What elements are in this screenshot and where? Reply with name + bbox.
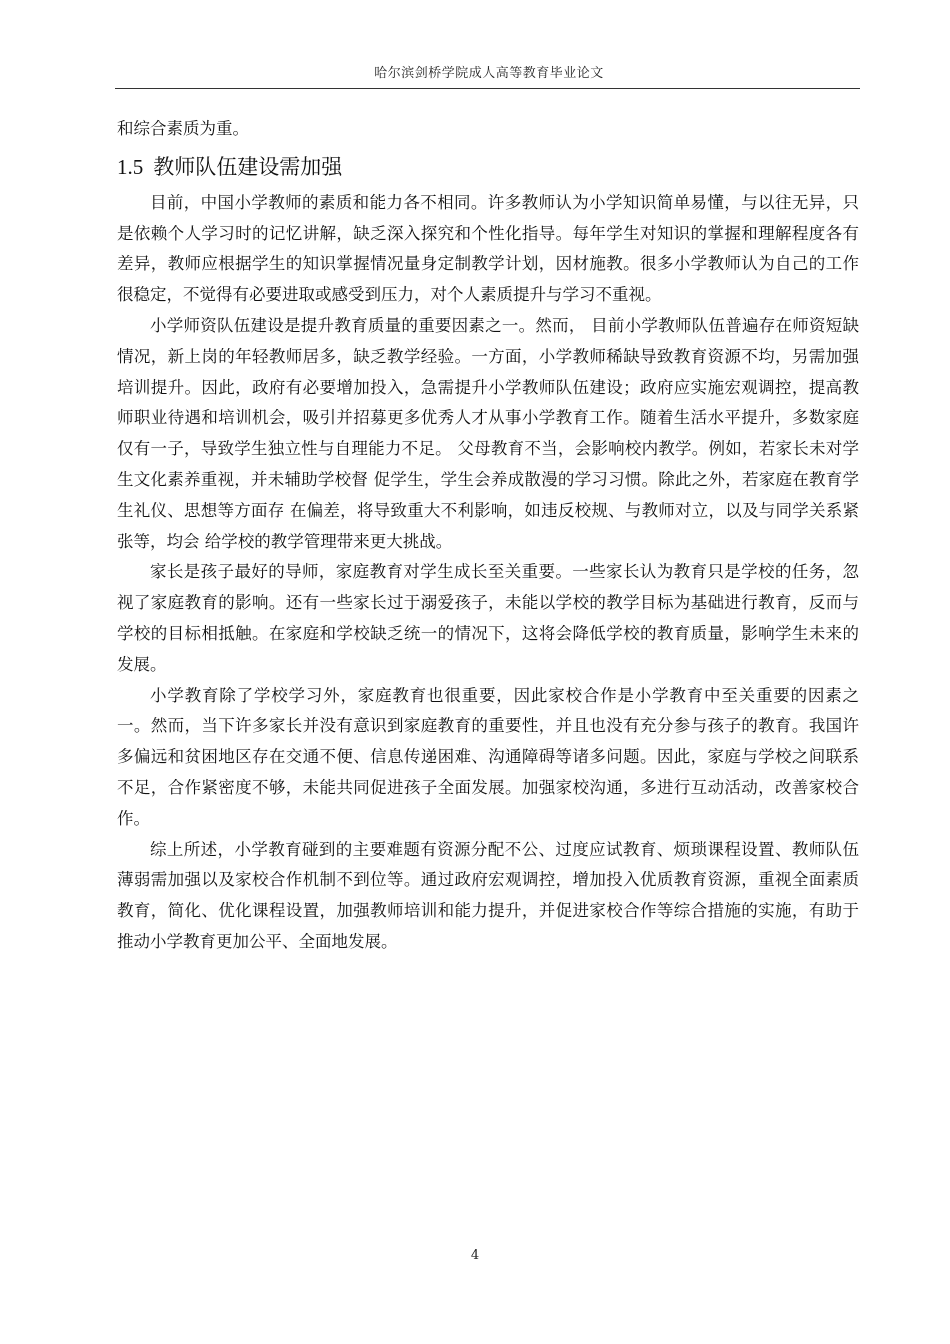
section-heading bbox=[117, 150, 859, 184]
paragraph-1: 目前，中国小学教师的素质和能力各不相同。许多教师认为小学知识简单易懂，与以往无异，只是依赖个人学习时的记忆讲解，缺乏深入探究和个性化指导。每年学生对知识的掌握和理解程度各有差异，教师应根据学生的知识掌握情况量身定制教学计划，因材施教。很多小学教师认为自己的工作很稳定，不觉得有必要进取或感受到压力，对个人素质提升与学习不重视。 bbox=[117, 192, 859, 305]
body-text bbox=[117, 114, 859, 958]
paragraph-4: 小学教育除了学校学习外，家庭教育也很重要，因此家校合作是小学教育中至关重要的因素之一。然而，当下许多家长并没有意识到家庭教育的重要性，并且也没有充分参与孩子的教育。我国许多偏远和贫困地区存在交通不便、信息传递困难、沟通障碍等诸多问题。因此，家庭与学校之间联系不足，合作紧密度不够，未能共同促进孩子全面发展。加强家校沟通，多进行互动活动，改善家校合作。 bbox=[117, 685, 859, 828]
continued-paragraph: 和综合素质为重。 bbox=[117, 119, 249, 138]
header-rule bbox=[115, 88, 860, 89]
section-number: 1.5 bbox=[117, 154, 144, 179]
running-header: 哈尔滨剑桥学院成人高等教育毕业论文 bbox=[374, 66, 604, 81]
section-title: 教师队伍建设需加强 bbox=[153, 154, 343, 179]
paragraph-2: 小学师资队伍建设是提升教育质量的重要因素之一。然而， 目前小学教师队伍普遍存在师资短缺情况，新上岗的年轻教师居多，缺乏教学经验。一方面，小学教师稀缺导致教育资源不均，另需加强培训提升。因此，政府有必要增加投入，急需提升小学教师队伍建设；政府应实施宏观调控，提高教师职业待遇和培训机会，吸引并招募更多优秀人才从事小学教育工作。随着生活水平提升，多数家庭仅有一子，导致学生独立性与自理能力不足。 父母教育不当，会影响校内教学。例如，若家长未对学生文化素养重视，并未辅助学校督 促学生，学生会养成散漫的学习习惯。除此之外，若家庭在教育学生礼仪、思想等方面存 在偏差，将导致重大不利影响，如违反校规、与教师对立，以及与同学关系紧张等，均会 给学校的教学管理带来更大挑战。 bbox=[117, 315, 859, 551]
page-number: 4 bbox=[470, 1248, 480, 1263]
paragraph-3: 家长是孩子最好的导师，家庭教育对学生成长至关重要。一些家长认为教育只是学校的任务，忽视了家庭教育的影响。还有一些家长过于溺爱孩子，未能以学校的教学目标为基础进行教育，反而与学校的目标相抵触。在家庭和学校缺乏统一的情况下，这将会降低学校的教育质量，影响学生未来的发展。 bbox=[117, 562, 859, 674]
paragraph-5: 综上所述，小学教育碰到的主要难题有资源分配不公、过度应试教育、烦琐课程设置、教师队伍薄弱需加强以及家校合作机制不到位等。通过政府宏观调控，增加投入优质教育资源，重视全面素质教育，简化、优化课程设置，加强教师培训和能力提升，并促进家校合作等综合措施的实施，有助于推动小学教育更加公平、全面地发展。 bbox=[117, 839, 859, 951]
